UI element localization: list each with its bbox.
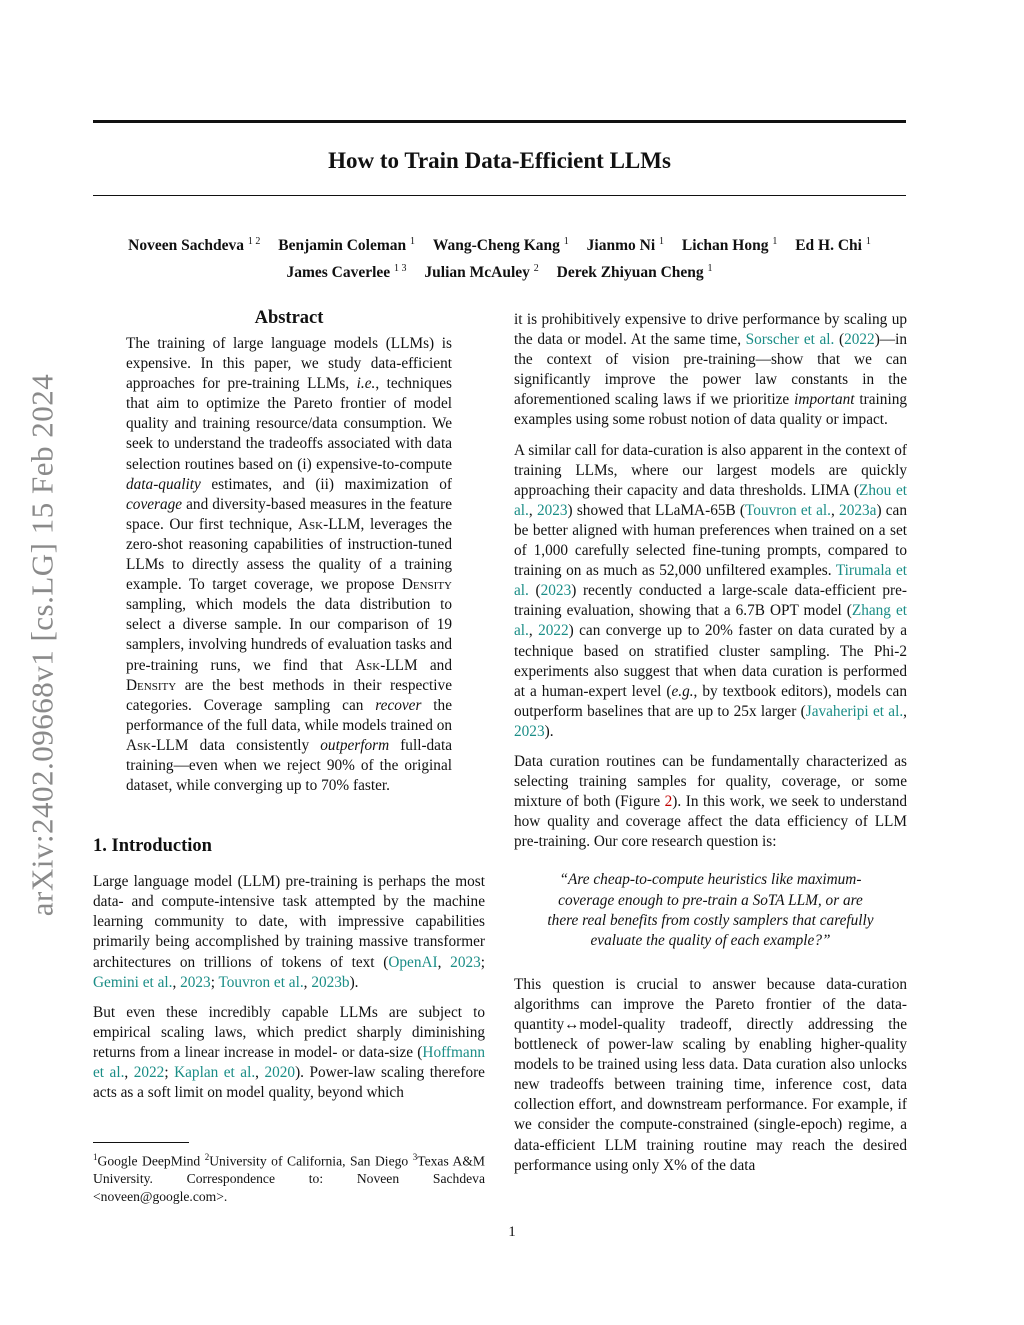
abstract-text: The training of large language models (LLMs) is expensive. In this paper, we study data-efficient approaches for pre-training LLMs, i.e., techniques that aim to optimize the Pareto frontier of model quality and training resource/data consumption. We seek to understand the tradeoffs associated with data selection routines based on (i) expensive-to-compute data-quality estimates, and (ii) maximization of coverage and diversity-based measures in the feature space. Our first technique, Ask-LLM, leverages the zero-shot reasoning capabilities of instruction-tuned LLMs to directly assess the quality of a training example. To target coverage, we propose Density sampling, which models the data distribution to select a diverse sample. In our comparison of 19 samplers, involving hundreds of evaluation tasks and pre-training runs, we find that Ask-LLM and Density are the best methods in their respective categories. Coverage sampling can recover the performance of the full data, while models trained on Ask-LLM data consistently outperform full-data training—even when we reject 90% of the original dataset, while converging up to 70% faster. [126, 335, 453, 795]
citation-link[interactable]: Gemini et al. [93, 973, 173, 991]
left-column [93, 306, 485, 1113]
author: Benjamin Coleman $^1$ [278, 236, 415, 255]
right-column [514, 310, 907, 1186]
author: Noveen Sachdeva $^{1 2}$ [128, 236, 261, 255]
author: Julian McAuley $^2$ [424, 263, 539, 282]
citation-link[interactable]: Touvron et al. [218, 973, 304, 991]
arxiv-watermark [12, 355, 72, 935]
citation-link[interactable]: Tirumala et al. [514, 562, 907, 600]
introduction-body [93, 872, 485, 1103]
paper-title: How to Train Data-Efficient LLMs [328, 148, 671, 173]
right-paragraph-4: This question is crucial to answer because data-curation algorithms can improve the Pareto frontier of the data-quantity↔model-quality tradeoff, directly addressing the bottleneck of power-law scaling by enabling higher-quality models to be trained using less data. Data curation also unlocks new tradeoffs between training time, inference cost, data collection effort, and downstream performance. For example, if we consider the compute-constrained (single-epoch) regime, a data-efficient LLM training routine may reach the desired performance using only X% of the data [514, 975, 907, 1174]
citation-link[interactable]: 2023 [514, 722, 545, 740]
right-paragraph-2: A similar call for data-curation is also apparent in the context of training LLMs, where our largest models are quickly approaching their capacity and data thresholds. LIMA (Zhou et al., 2023) showed that LLaMA-65B (Touvron et al., 2023a) can be better aligned with human preferences when trained on a set of 1,000 carefully selected fine-tuning prompts, compared to training on as much as 52,000 unfiltered examples. Tirumala et al. (2023) recently conducted a large-scale data-efficient pre-training evaluation, showing that a 6.7B OPT model (Zhang et al., 2022) can converge up to 20% faster on data curated by a technique based on stratified cluster sampling. The Phi-2 experiments also suggest that when data curation is performed at a human-expert level (e.g., by textbook editors), models can outperform baselines that are up to 25x larger (Javaheripi et al., 2023). [514, 441, 907, 740]
author: Wang-Cheng Kang $^1$ [432, 236, 569, 255]
arxiv-id: arXiv:2402.09668v1 [cs.LG] 15 Feb 2024 [24, 373, 59, 917]
citation-link[interactable]: 2022 [133, 1064, 165, 1081]
title-bottom-rule [93, 195, 906, 196]
citation-link[interactable]: Sorscher et al. [745, 331, 835, 349]
citation-link[interactable]: 2023 [540, 582, 572, 600]
abstract [126, 306, 452, 796]
footnote-text: $^1$Google DeepMind $^2$University of California, San Diego $^3$Texas A&M University. Correspondence to: Noveen Sachdeva <noveen@google.com>. [93, 1152, 486, 1204]
citation-link[interactable]: 2023 [536, 501, 568, 519]
figure-ref-link[interactable]: 2 [664, 793, 673, 811]
citation-link[interactable]: OpenAI [388, 953, 438, 971]
author: Jianmo Ni $^1$ [586, 236, 664, 255]
abstract-heading: Abstract [254, 308, 324, 328]
footnote [93, 1142, 485, 1205]
author: Ed H. Chi $^1$ [795, 236, 871, 255]
right-paragraph-3: Data curation routines can be fundamentally characterized as selecting training samples for quality, coverage, or some mixture of both (Figure 2). In this work, we seek to understand how quality and coverage affect the data efficiency of LLM pre-training. Our core research question is: [514, 752, 907, 851]
citation-link[interactable]: Touvron et al. [745, 501, 831, 519]
section-heading-introduction: 1. Introduction [93, 836, 212, 857]
page-number: 1 [508, 1224, 516, 1240]
title-top-rule [93, 120, 906, 123]
author: James Caverlee $^{1 3}$ [286, 263, 407, 282]
citation-link[interactable]: Zhou et al. [514, 481, 907, 519]
intro-paragraph-2: But even these incredibly capable LLMs are subject to empirical scaling laws, which predict sharply diminishing returns from a linear increase in model- or data-size (Hoffmann et al., 2022; Kaplan et al., 2020). Power-law scaling therefore acts as a soft limit on model quality, beyond which [93, 1003, 485, 1102]
citation-link[interactable]: 2023b [311, 973, 350, 991]
author: Derek Zhiyuan Cheng $^1$ [556, 263, 713, 282]
author-list [93, 230, 906, 284]
citation-link[interactable]: 2022 [538, 622, 569, 640]
intro-paragraph-1: Large language model (LLM) pre-training is perhaps the most data- and compute-intensive task attempted by the machine learning community to date, with impressive capabilities primarily being accomplished by training massive transformer architectures on trillions of tokens of text (OpenAI, 2023; Gemini et al., 2023; Touvron et al., 2023b). [93, 873, 486, 991]
author-line-2 [93, 257, 906, 284]
research-question-quote: “Are cheap-to-compute heuristics like maximum-coverage enough to pre-train a SoTA LLM, or are there real benefits from costly samplers that carefully evaluate the quality of each example?” [547, 871, 874, 949]
citation-link[interactable]: 2020 [264, 1064, 296, 1081]
citation-link[interactable]: 2023a [839, 501, 877, 519]
citation-link[interactable]: Zhang et al. [514, 602, 907, 640]
citation-link[interactable]: Javaheripi et al. [805, 702, 904, 720]
right-paragraph-1: it is prohibitively expensive to drive performance by scaling up the data or model. At the same time, Sorscher et al. (2022)—in the context of vision pre-training—show that we can significantly improve the power law constants in the aforementioned scaling laws if we prioritize important training examples using some robust notion of data quality or impact. [514, 311, 908, 429]
citation-link[interactable]: Hoffmann et al. [93, 1043, 485, 1081]
citation-link[interactable]: Kaplan et al. [174, 1064, 256, 1081]
citation-link[interactable]: 2023 [180, 973, 211, 991]
author-line-1 [93, 230, 906, 257]
citation-link[interactable]: 2023 [450, 953, 481, 971]
author: Lichan Hong $^1$ [681, 236, 778, 255]
citation-link[interactable]: 2022 [844, 331, 875, 349]
footnote-rule [93, 1142, 189, 1143]
